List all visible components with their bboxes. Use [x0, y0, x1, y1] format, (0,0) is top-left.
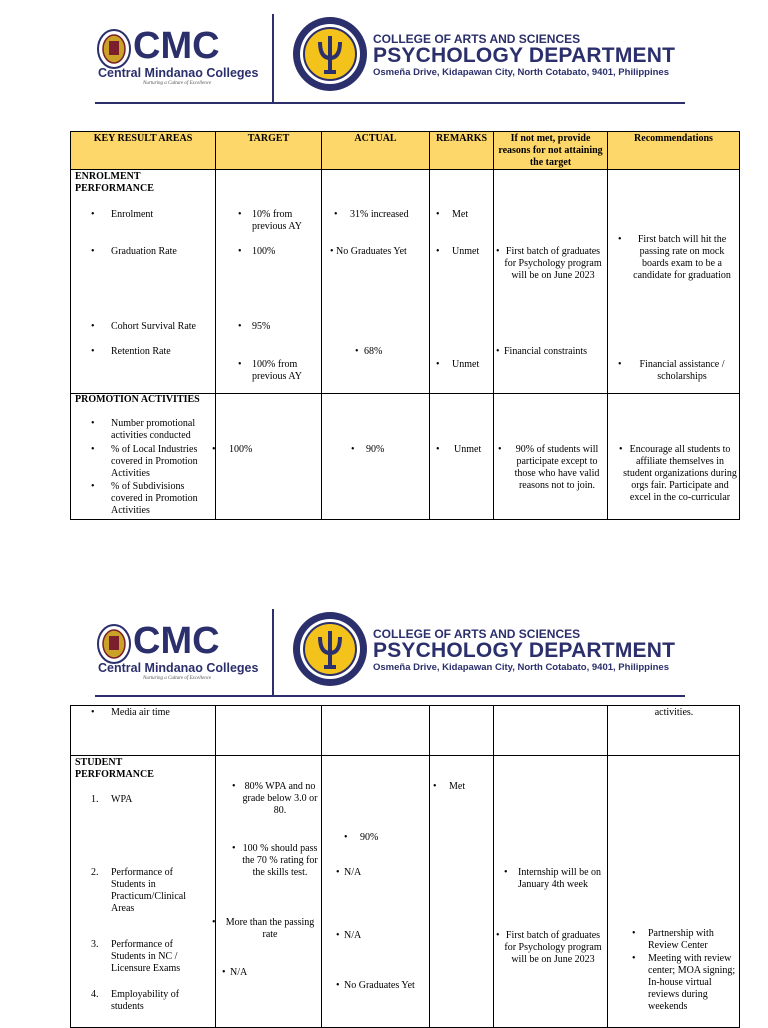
target-value: 10% from previous AY [252, 209, 302, 232]
department-title-block [373, 32, 675, 78]
kra-item: Retention Rate [111, 346, 171, 357]
bullet-icon: • [351, 444, 355, 455]
remark-value: Unmet [452, 359, 480, 370]
reasons-cell [494, 756, 608, 1028]
target-value: 100% [229, 444, 253, 455]
department-title: PSYCHOLOGY DEPARTMENT [373, 44, 676, 67]
bullet-icon: • [238, 321, 242, 332]
recommendation-cell [608, 170, 740, 394]
header-divider [272, 609, 274, 697]
cmc-logo [95, 620, 259, 684]
recommendation-cell [608, 394, 740, 520]
reason-text: First batch of graduates for Psychology program will be on June 2023 [504, 246, 602, 281]
bullet-icon: • [91, 246, 95, 257]
remarks-cell [430, 706, 494, 756]
kra-cell [71, 706, 216, 756]
bullet-icon: • [496, 930, 500, 941]
bullet-icon: • [336, 930, 340, 941]
table-header-row [71, 132, 740, 170]
reasons-cell [494, 394, 608, 520]
kra-item: Performance of Students in Practicum/Clinical Areas [111, 867, 186, 914]
college-name: Central Mindanao Colleges [98, 66, 259, 80]
bullet-icon: • [618, 359, 622, 370]
bullet-icon: • [436, 209, 440, 220]
bullet-icon: • [433, 781, 437, 792]
department-title-block [373, 627, 675, 673]
col-header-actual: ACTUAL [322, 132, 430, 170]
remarks-cell [430, 756, 494, 1028]
recommendation-text: activities. [654, 707, 694, 718]
list-number: 1. [91, 794, 99, 805]
col-header-kra: KEY RESULT AREAS [71, 132, 216, 170]
list-number: 4. [91, 989, 99, 1000]
college-name: Central Mindanao Colleges [98, 661, 259, 675]
table-row-media [71, 706, 740, 756]
bullet-icon: • [618, 234, 622, 245]
bullet-icon: • [232, 843, 236, 854]
reason-text: First batch of graduates for Psychology program will be on June 2023 [504, 930, 602, 965]
reason-text: 90% of students will participate except to those who have valid reasons not to join. [514, 444, 600, 491]
bullet-icon: • [238, 246, 242, 257]
bullet-icon: • [91, 707, 95, 718]
college-title: COLLEGE OF ARTS AND SCIENCES [373, 627, 581, 641]
target-value: 95% [252, 321, 271, 332]
psychology-seal-icon [292, 611, 368, 687]
bullet-icon: • [496, 346, 500, 357]
table-row-promotion [71, 394, 740, 520]
department-title: PSYCHOLOGY DEPARTMENT [373, 639, 676, 662]
target-value: 80% WPA and no grade below 3.0 or 80. [242, 781, 318, 816]
kra-item: % of Subdivisions covered in Promotion Activities [111, 481, 198, 516]
kra-table-page2 [70, 705, 740, 1028]
kra-item: Graduation Rate [111, 246, 177, 257]
college-title: COLLEGE OF ARTS AND SCIENCES [373, 32, 581, 46]
reasons-cell [494, 170, 608, 394]
remark-value: Unmet [454, 444, 482, 455]
section-title: PROMOTION ACTIVITIES [75, 394, 200, 405]
kra-item: Enrolment [111, 209, 154, 220]
cmc-logo-text: CMC [133, 25, 220, 67]
table-row-student [71, 756, 740, 1028]
remark-value: Met [449, 781, 466, 792]
kra-item: Employability of students [111, 989, 180, 1012]
list-number: 2. [91, 867, 99, 878]
bullet-icon: • [496, 246, 500, 257]
bullet-icon: • [91, 321, 95, 332]
bullet-icon: • [619, 444, 623, 455]
bullet-icon: • [238, 359, 242, 370]
psychology-seal-icon [292, 16, 368, 92]
actual-value: No Graduates Yet [336, 246, 407, 257]
kra-table-page1 [70, 131, 740, 520]
kra-item: Number promotional activities conducted [111, 418, 196, 441]
cmc-logo [95, 25, 259, 89]
section-title: ENROLMENT PERFORMANCE [75, 171, 154, 194]
target-cell [212, 756, 322, 1028]
bullet-icon: • [238, 209, 242, 220]
reason-text: Internship will be on January 4th week [518, 867, 602, 890]
bullet-icon: • [232, 781, 236, 792]
actual-value: 31% increased [350, 209, 409, 220]
header-rule [95, 102, 685, 104]
page-header-2 [95, 609, 685, 704]
table-row-enrolment [71, 170, 740, 394]
bullet-icon: • [91, 418, 95, 429]
remark-value: Met [452, 209, 469, 220]
target-value: N/A [230, 967, 248, 978]
page-header-1 [95, 14, 685, 109]
recommendation-text: Meeting with review center; MOA signing; In-house virtual reviews during weekends [648, 953, 736, 1012]
bullet-icon: • [212, 444, 216, 455]
bullet-icon: • [336, 867, 340, 878]
target-value: More than the passing rate [225, 917, 315, 940]
bullet-icon: • [498, 444, 502, 455]
college-tagline: Nurturing a Culture of Excellence [143, 81, 212, 86]
recommendation-cell [608, 756, 740, 1028]
kra-cell [71, 394, 216, 520]
remarks-cell [430, 394, 494, 520]
college-tagline: Nurturing a Culture of Excellence [143, 676, 212, 681]
bullet-icon: • [91, 209, 95, 220]
reason-text: Financial constraints [504, 346, 588, 357]
col-header-recommendations: Recommendations [608, 132, 740, 170]
bullet-icon: • [336, 980, 340, 991]
target-cell [212, 394, 322, 520]
target-value: 100% from previous AY [252, 359, 302, 382]
actual-value: No Graduates Yet [344, 980, 415, 991]
bullet-icon: • [91, 481, 95, 492]
recommendation-cell [608, 706, 740, 756]
bullet-icon: • [222, 967, 226, 978]
recommendation-text: Encourage all students to affiliate themselves in student organizations during orgs fair. Participate and excel in the co-curricular [623, 444, 737, 503]
department-address: Osmeña Drive, Kidapawan City, North Cotabato, 9401, Philippines [373, 67, 669, 78]
actual-value: N/A [344, 867, 362, 878]
bullet-icon: • [344, 832, 348, 843]
actual-value: 90% [360, 832, 379, 843]
bullet-icon: • [436, 246, 440, 257]
target-cell [216, 170, 322, 394]
actual-value: 68% [364, 346, 383, 357]
section-title: STUDENT PERFORMANCE [75, 757, 154, 780]
target-cell [216, 706, 322, 756]
actual-value: N/A [344, 930, 362, 941]
remarks-cell [430, 170, 494, 394]
bullet-icon: • [355, 346, 359, 357]
actual-cell [322, 756, 430, 1028]
bullet-icon: • [334, 209, 338, 220]
bullet-icon: • [330, 246, 334, 257]
header-rule [95, 695, 685, 697]
cmc-seal-icon [97, 624, 131, 664]
kra-item: WPA [111, 794, 133, 805]
bullet-icon: • [504, 867, 508, 878]
col-header-target: TARGET [216, 132, 322, 170]
department-address: Osmeña Drive, Kidapawan City, North Cotabato, 9401, Philippines [373, 662, 669, 673]
recommendation-text: First batch will hit the passing rate on mock boards exam to be a candidate for graduation [633, 234, 731, 281]
bullet-icon: • [632, 928, 636, 939]
bullet-icon: • [436, 359, 440, 370]
actual-cell [322, 394, 430, 520]
actual-cell [322, 706, 430, 756]
kra-cell [71, 170, 216, 394]
target-value: 100 % should pass the 70 % rating for the skills test. [242, 843, 318, 878]
bullet-icon: • [91, 346, 95, 357]
bullet-icon: • [212, 917, 216, 928]
actual-value: 90% [366, 444, 385, 455]
cmc-seal-icon [97, 29, 131, 69]
kra-item: Cohort Survival Rate [111, 321, 196, 332]
actual-cell [322, 170, 430, 394]
col-header-remarks: REMARKS [430, 132, 494, 170]
bullet-icon: • [632, 953, 636, 964]
remark-value: Unmet [452, 246, 480, 257]
kra-item: % of Local Industries covered in Promotion Activities [111, 444, 198, 479]
reasons-cell [494, 706, 608, 756]
col-header-reasons: If not met, provide reasons for not attaining the target [494, 132, 608, 170]
list-number: 3. [91, 939, 99, 950]
bullet-icon: • [91, 444, 95, 455]
bullet-icon: • [436, 444, 440, 455]
kra-cell [71, 756, 216, 1028]
target-value: 100% [252, 246, 276, 257]
cmc-logo-text: CMC [133, 620, 220, 662]
recommendation-text: Financial assistance / scholarships [639, 359, 725, 382]
kra-item: Media air time [111, 707, 170, 718]
header-divider [272, 14, 274, 102]
recommendation-text: Partnership with Review Center [648, 928, 714, 951]
kra-item: Performance of Students in NC / Licensure Exams [111, 939, 181, 974]
